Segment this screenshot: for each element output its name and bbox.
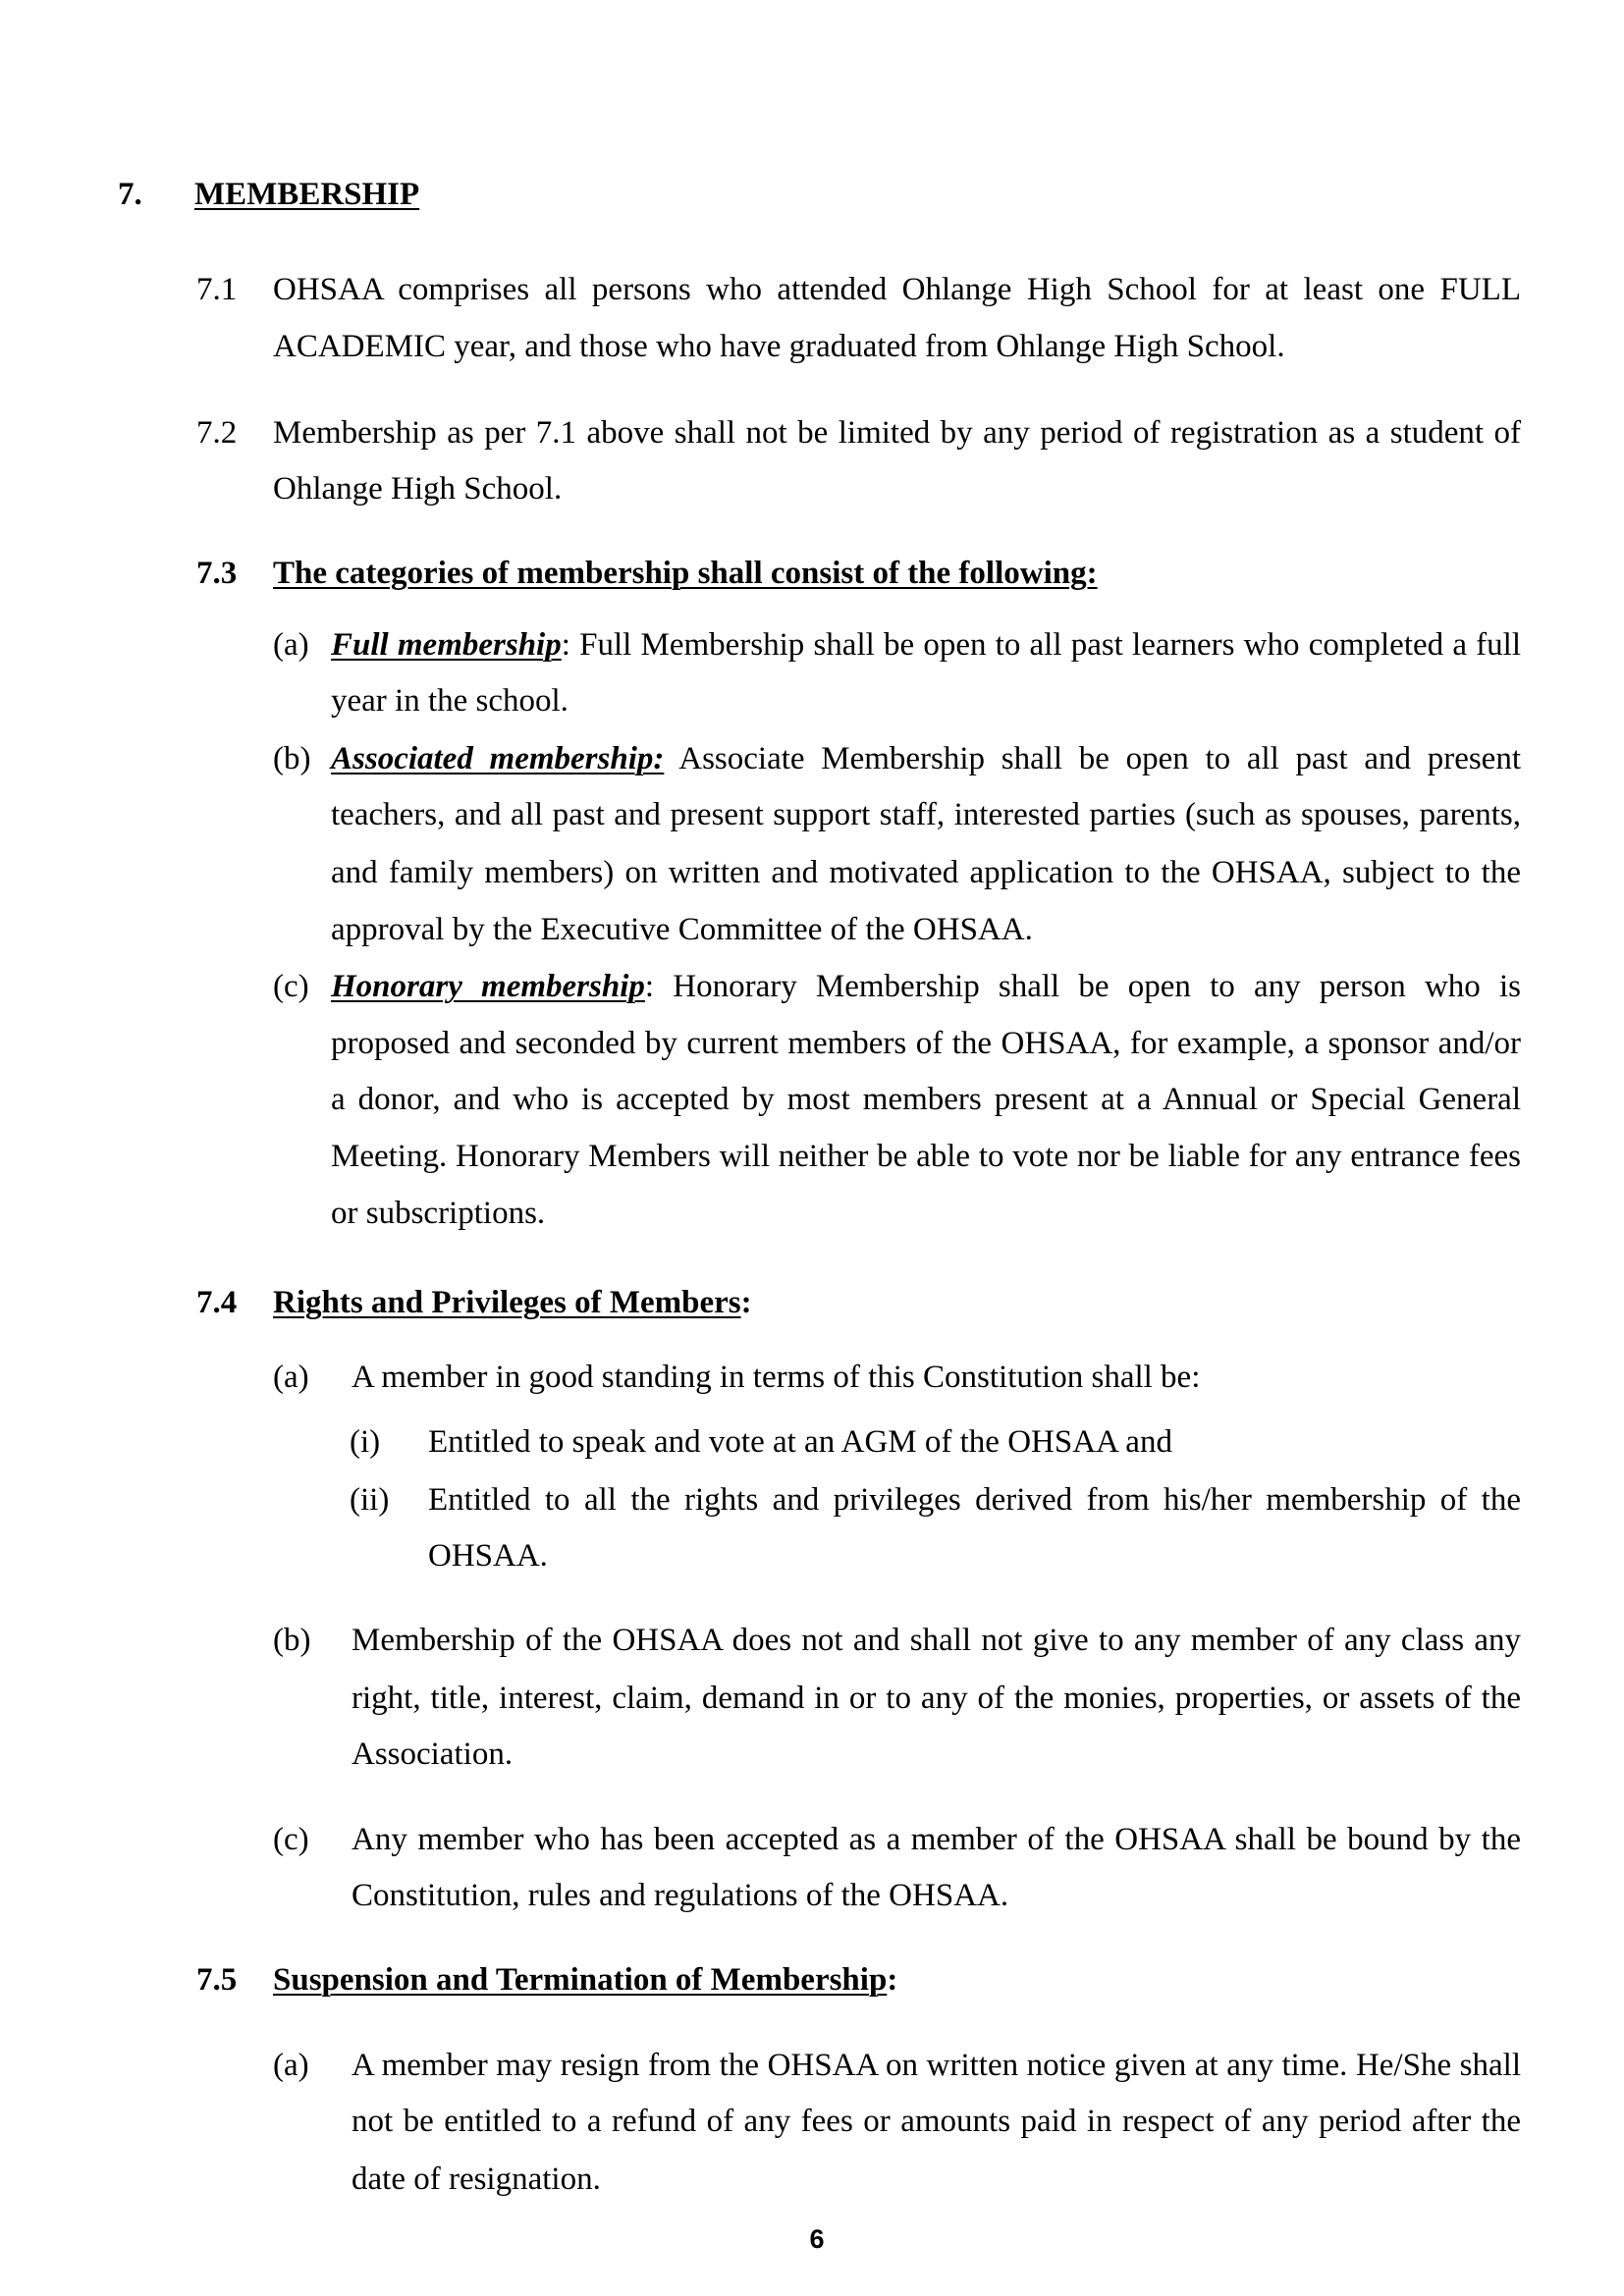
item-text-line: proposed and seconded by current members of the OHSAA, for example, a sponsor and/or [331, 1026, 1521, 1061]
item-text: Associate Membership shall be open to all past and present [664, 741, 1521, 776]
item-text-line: and family members) on written and motivated application to the OHSAA, subject to the [331, 855, 1521, 890]
clause-number: 7.4 [196, 1285, 238, 1320]
clause-number: 7.2 [196, 415, 238, 451]
item-term: Associated membership: [331, 741, 665, 776]
item-term: Honorary membership [331, 969, 645, 1004]
item-text-line: Membership of the OHSAA does not and shall not give to any member of any class any [352, 1623, 1521, 1658]
item-label: (a) [273, 1360, 309, 1395]
clause-number: 7.5 [196, 1962, 238, 1998]
item-term: Full membership [331, 627, 562, 663]
clause-heading-suffix: : [740, 1285, 752, 1320]
item-text: : Honorary Membership shall be open to any person who is [644, 969, 1521, 1004]
clause-text-line: Ohlange High School. [273, 471, 563, 507]
section-number: 7. [118, 177, 142, 212]
clause-heading-text: Rights and Privileges of Members [273, 1285, 741, 1320]
item-text-line: year in the school. [331, 683, 568, 719]
item-label: (b) [273, 741, 311, 776]
item-text-line: approval by the Executive Committee of the OHSAA. [331, 912, 1033, 947]
item-text-line: A member in good standing in terms of this Constitution shall be: [352, 1360, 1201, 1395]
item-text-line: Association. [352, 1736, 514, 1772]
subitem-text-line: Entitled to all the rights and privileges derived from his/her membership of the [428, 1482, 1521, 1518]
page-number: 6 [809, 2224, 825, 2254]
item-text-line: not be entitled to a refund of any fees or amounts paid in respect of any period after the [352, 2104, 1521, 2139]
clause-heading-text: Suspension and Termination of Membership [273, 1962, 888, 1998]
section-title: MEMBERSHIP [194, 177, 420, 212]
item-label: (a) [273, 627, 309, 663]
item-text-line: Constitution, rules and regulations of the OHSAA. [352, 1878, 1009, 1913]
clause-text-line: OHSAA comprises all persons who attended Ohlange High School for at least one FULL [273, 272, 1521, 307]
item-text-line: A member may resign from the OHSAA on written notice given at any time. He/She shall [352, 2048, 1521, 2083]
item-text-line: date of resignation. [352, 2162, 601, 2197]
item-text-line: Meeting. Honorary Members will neither be able to vote nor be liable for any entrance fees [331, 1139, 1521, 1174]
clause-text-line: ACADEMIC year, and those who have graduated from Ohlange High School. [273, 329, 1285, 364]
item-label: (b) [273, 1623, 311, 1658]
clause-number: 7.1 [196, 272, 238, 307]
item-text-line [331, 730, 1521, 787]
clause-number: 7.3 [196, 556, 238, 591]
item-text-line: Any member who has been accepted as a member of the OHSAA shall be bound by the [352, 1822, 1521, 1857]
item-text-line [331, 958, 1521, 1015]
clause-heading: The categories of membership shall consist of the following: [273, 556, 1098, 591]
item-label: (a) [273, 2048, 309, 2083]
clause-heading-suffix: : [887, 1962, 898, 1998]
subitem-label: (i) [350, 1424, 381, 1460]
clause-heading [273, 1951, 897, 2008]
item-text-line [331, 616, 1521, 673]
subitem-label: (ii) [350, 1482, 390, 1518]
item-text-line: a donor, and who is accepted by most members present at a Annual or Special General [331, 1082, 1521, 1117]
item-label: (c) [273, 1822, 309, 1857]
item-text-line: right, title, interest, claim, demand in or to any of the monies, properties, or assets of the [352, 1681, 1521, 1716]
subitem-text-line: Entitled to speak and vote at an AGM of the OHSAA and [428, 1424, 1172, 1460]
item-text: : Full Membership shall be open to all past learners who completed a full [561, 627, 1521, 663]
clause-heading [273, 1274, 752, 1331]
item-text-line: or subscriptions. [331, 1196, 546, 1231]
item-text-line: teachers, and all past and present support staff, interested parties (such as spouses, parents, [331, 797, 1521, 832]
subitem-text-line: OHSAA. [428, 1538, 548, 1574]
clause-text-line: Membership as per 7.1 above shall not be limited by any period of registration as a student of [273, 415, 1521, 451]
item-label: (c) [273, 969, 309, 1004]
